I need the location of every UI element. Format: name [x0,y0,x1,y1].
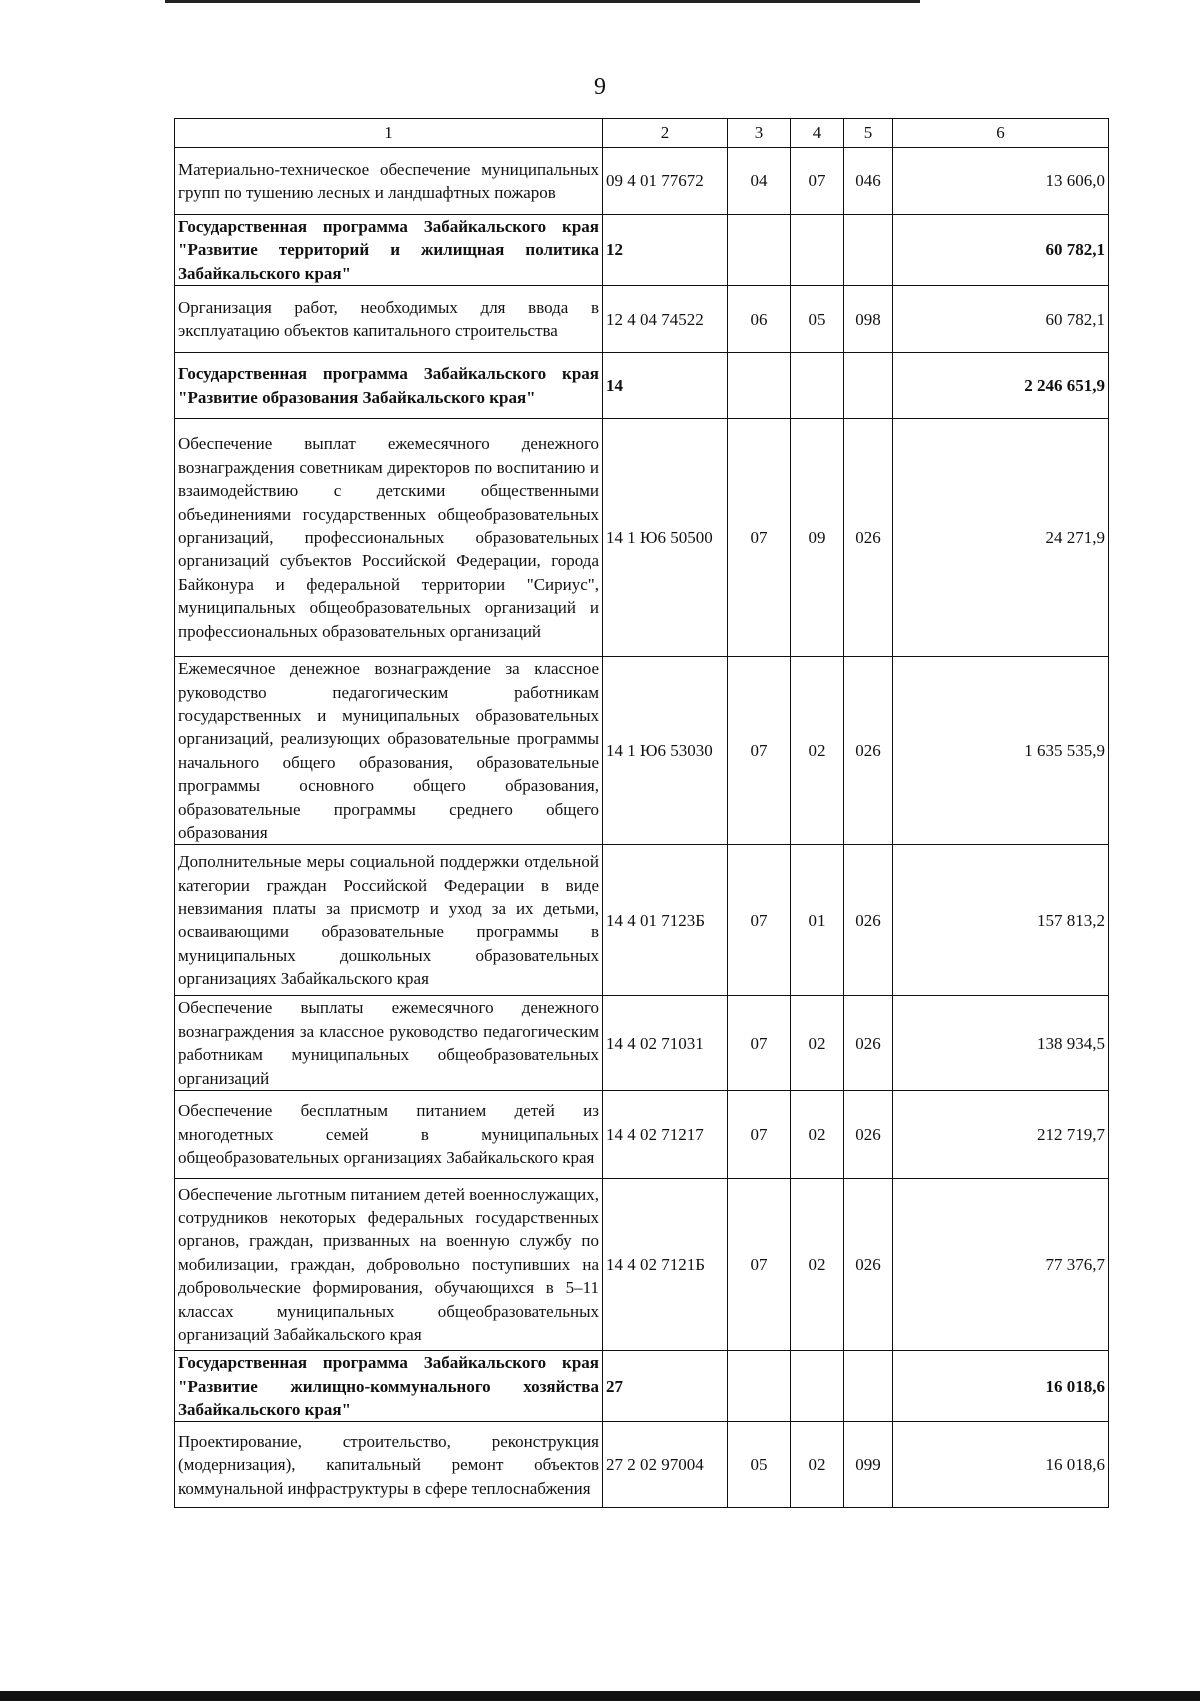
row-code-cell: 14 1 Ю6 53030 [603,657,728,845]
row-code-cell: 14 4 02 7121Б [603,1179,728,1351]
row-section-cell: 07 [728,1091,791,1179]
row-amount-cell: 24 271,9 [893,419,1109,657]
row-subsection-cell [791,1351,844,1422]
row-subsection-cell: 02 [791,1091,844,1179]
table-row [175,657,1109,845]
table-row [175,1091,1109,1179]
row-amount-cell: 60 782,1 [893,286,1109,353]
row-section-cell [728,215,791,286]
header-cell-code: 2 [603,119,728,148]
row-section-cell [728,1351,791,1422]
row-ved-cell: 026 [844,1091,893,1179]
row-code-cell: 14 1 Ю6 50500 [603,419,728,657]
page-number: 9 [594,74,606,100]
row-amount-cell: 13 606,0 [893,148,1109,215]
row-subsection-cell: 02 [791,657,844,845]
row-ved-cell: 099 [844,1422,893,1508]
row-ved-cell: 026 [844,419,893,657]
row-code-cell: 09 4 01 77672 [603,148,728,215]
row-code-cell: 14 4 01 7123Б [603,845,728,996]
row-ved-cell: 098 [844,286,893,353]
row-subsection-cell: 07 [791,148,844,215]
table-row [175,286,1109,353]
row-section-cell: 07 [728,657,791,845]
row-amount-cell: 1 635 535,9 [893,657,1109,845]
row-amount-cell: 16 018,6 [893,1422,1109,1508]
row-ved-cell: 026 [844,1179,893,1351]
row-code-cell: 14 4 02 71217 [603,1091,728,1179]
table-row [175,419,1109,657]
row-ved-cell [844,215,893,286]
row-amount-cell: 157 813,2 [893,845,1109,996]
header-cell-amount: 6 [893,119,1109,148]
row-subsection-cell [791,215,844,286]
row-amount-cell: 77 376,7 [893,1179,1109,1351]
row-section-cell: 07 [728,996,791,1091]
row-name-cell: Материально-техническое обеспечение муниципальных групп по тушению лесных и ландшафтных пожаров [175,148,603,215]
header-row [175,119,1109,148]
row-amount-cell: 16 018,6 [893,1351,1109,1422]
table-row [175,845,1109,996]
program-row [175,1351,1109,1422]
program-row [175,215,1109,286]
row-code-cell: 14 [603,353,728,419]
header-cell-name: 1 [175,119,603,148]
row-ved-cell: 026 [844,657,893,845]
row-code-cell: 12 [603,215,728,286]
table-row [175,148,1109,215]
header-cell-ved: 5 [844,119,893,148]
table-row [175,1422,1109,1508]
row-ved-cell: 046 [844,148,893,215]
row-name-cell: Обеспечение бесплатным питанием детей из многодетных семей в муниципальных общеобразовательных организациях Забайкальского края [175,1091,603,1179]
row-subsection-cell: 09 [791,419,844,657]
row-name-cell: Обеспечение выплат ежемесячного денежного вознаграждения советникам директоров по воспитанию и взаимодействию с детскими общественными объединениями государственных общеобразовательных организаций, профессиональных образовательных организаций субъектов Российской Федерации, города Байконура и федеральной территории "Сириус", муниципальных общеобразовательных организаций и профессиональных образовательных организаций [175,419,603,657]
row-amount-cell: 138 934,5 [893,996,1109,1091]
row-subsection-cell: 05 [791,286,844,353]
row-subsection-cell [791,353,844,419]
row-code-cell: 27 2 02 97004 [603,1422,728,1508]
program-row [175,353,1109,419]
row-name-cell: Обеспечение выплаты ежемесячного денежного вознаграждения за классное руководство педагогическим работникам муниципальных общеобразовательных организаций [175,996,603,1091]
row-name-cell: Дополнительные меры социальной поддержки отдельной категории граждан Российской Федерации в виде невзимания платы за присмотр и уход за их детьми, осваивающими образовательные программы в муниципальных дошкольных образовательных организациях Забайкальского края [175,845,603,996]
row-subsection-cell: 02 [791,1179,844,1351]
row-amount-cell: 212 719,7 [893,1091,1109,1179]
row-name-cell: Проектирование, строительство, реконструкция (модернизация), капитальный ремонт объектов коммунальной инфраструктуры в сфере теплоснабжения [175,1422,603,1508]
table-row [175,996,1109,1091]
row-amount-cell: 2 246 651,9 [893,353,1109,419]
row-section-cell: 05 [728,1422,791,1508]
row-code-cell: 27 [603,1351,728,1422]
header-cell-subsection: 4 [791,119,844,148]
row-section-cell: 06 [728,286,791,353]
row-name-cell: Государственная программа Забайкальского края "Развитие образования Забайкальского края" [175,353,603,419]
row-section-cell: 07 [728,1179,791,1351]
row-ved-cell: 026 [844,996,893,1091]
row-name-cell: Государственная программа Забайкальского края "Развитие жилищно-коммунального хозяйства Забайкальского края" [175,1351,603,1422]
table-row [175,1179,1109,1351]
row-section-cell: 07 [728,419,791,657]
row-ved-cell: 026 [844,845,893,996]
row-code-cell: 12 4 04 74522 [603,286,728,353]
row-name-cell: Обеспечение льготным питанием детей военнослужащих, сотрудников некоторых федеральных государственных органов, граждан, призванных на военную службу по мобилизации, граждан, добровольно поступивших на добровольческие формирования, обучающихся в 5–11 классах муниципальных общеобразовательных организаций Забайкальского края [175,1179,603,1351]
row-name-cell: Ежемесячное денежное вознаграждение за классное руководство педагогическим работникам государственных и муниципальных образовательных организаций, реализующих образовательные программы начального общего образования, образовательные программы основного общего образования, образовательные программы среднего общего образования [175,657,603,845]
row-section-cell: 07 [728,845,791,996]
row-ved-cell [844,353,893,419]
row-name-cell: Организация работ, необходимых для ввода в эксплуатацию объектов капитального строительства [175,286,603,353]
row-amount-cell: 60 782,1 [893,215,1109,286]
header-cell-section: 3 [728,119,791,148]
row-subsection-cell: 02 [791,996,844,1091]
row-section-cell [728,353,791,419]
row-ved-cell [844,1351,893,1422]
row-name-cell: Государственная программа Забайкальского края "Развитие территорий и жилищная политика Забайкальского края" [175,215,603,286]
budget-table [174,118,1109,1508]
row-section-cell: 04 [728,148,791,215]
row-subsection-cell: 02 [791,1422,844,1508]
row-subsection-cell: 01 [791,845,844,996]
row-code-cell: 14 4 02 71031 [603,996,728,1091]
scan-edge-bottom [0,1691,1200,1701]
scan-edge-top [165,0,920,3]
